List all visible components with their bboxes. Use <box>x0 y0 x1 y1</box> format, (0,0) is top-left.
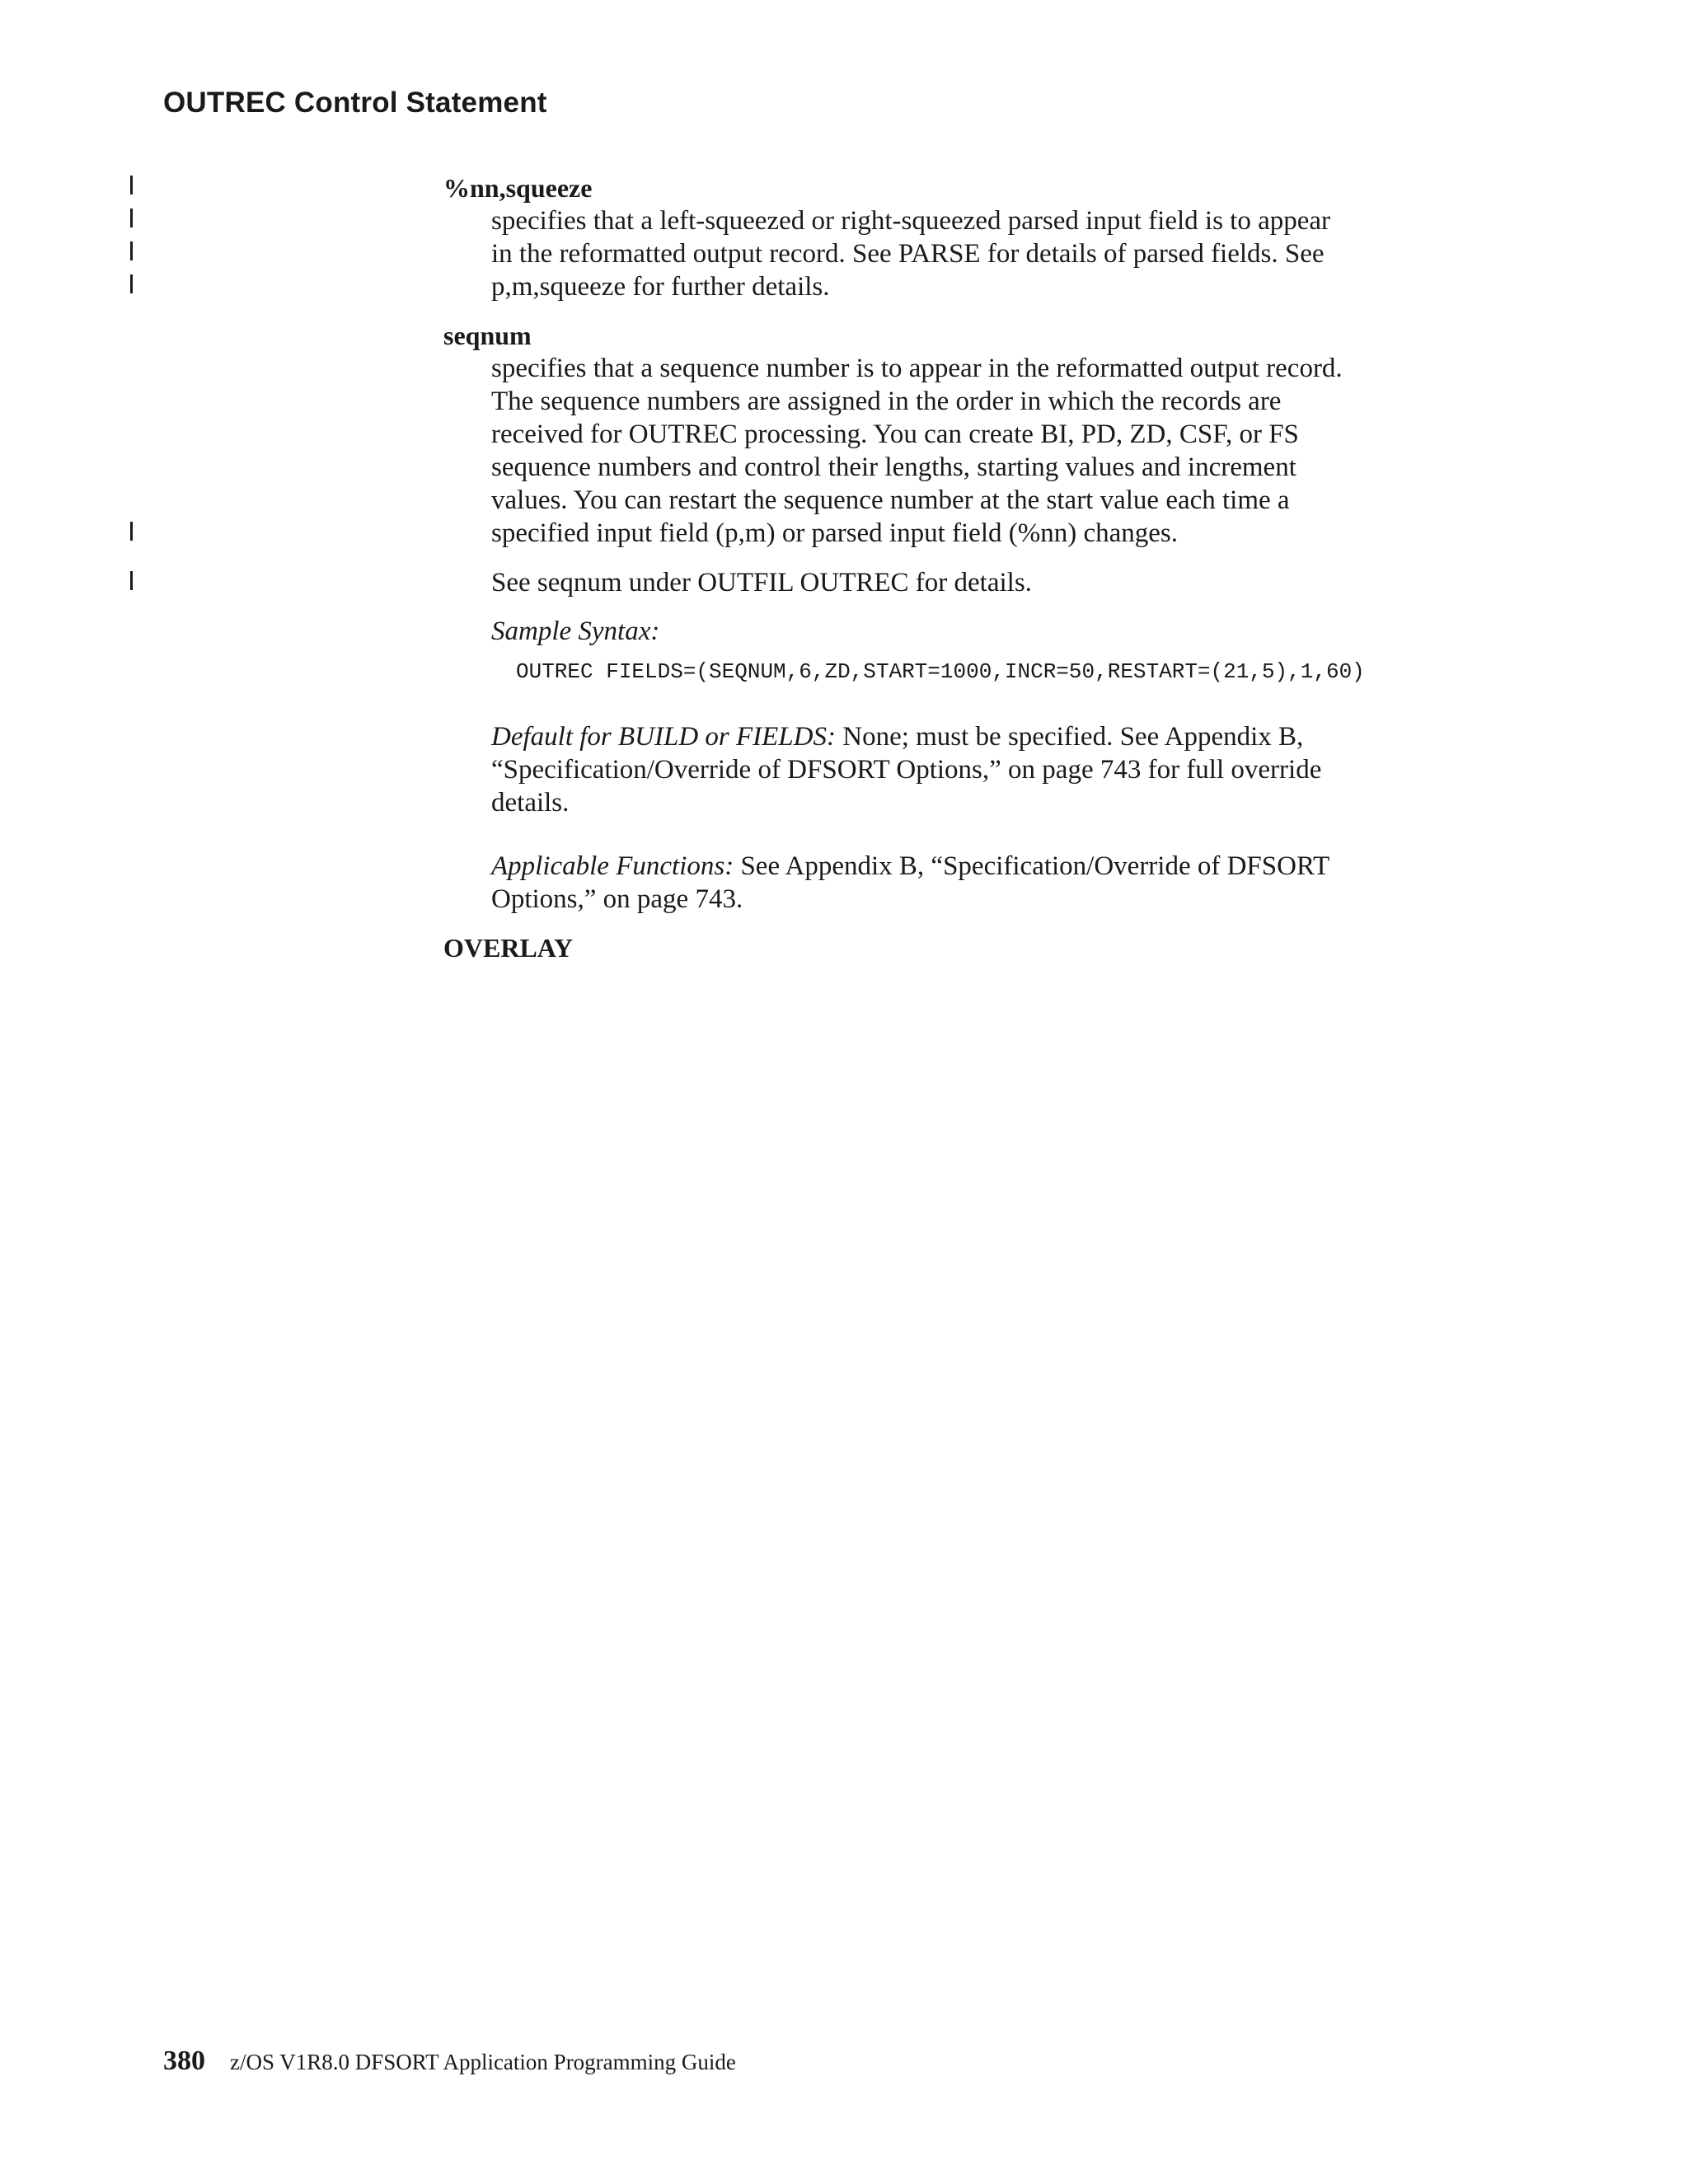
sample-code: OUTREC FIELDS=(SEQNUM,6,ZD,START=1000,INCR=50,RESTART=(21,5),1,60) <box>516 659 1365 684</box>
text-line: None; must be specified. See Appendix B, <box>835 722 1304 752</box>
term-overlay: OVERLAY <box>443 933 574 963</box>
default-label: Default for BUILD or FIELDS: <box>491 722 836 752</box>
text-line: sequence numbers and control their lengths, starting values and increment <box>491 452 1296 482</box>
sample-syntax-label <box>491 615 1489 648</box>
text-line: p,m,squeeze for further details. <box>491 272 830 302</box>
text-line: specified input field (p,m) or parsed input field (%nn) changes. <box>491 518 1178 548</box>
squeeze-description <box>491 204 1489 303</box>
term-nn-squeeze: %nn,squeeze <box>443 173 593 203</box>
text-line: See Appendix B, “Specification/Override of DFSORT <box>734 851 1330 881</box>
text-line: specifies that a sequence number is to appear in the reformatted output record. <box>491 354 1343 383</box>
text-line: details. <box>491 788 570 818</box>
text-line: received for OUTREC processing. You can create BI, PD, ZD, CSF, or FS <box>491 419 1299 449</box>
revision-bar <box>130 241 133 260</box>
revision-bar <box>130 522 133 541</box>
revision-bar <box>130 571 133 590</box>
page-number: 380 <box>163 2046 205 2076</box>
text-line: in the reformatted output record. See PARSE for details of parsed fields. See <box>491 239 1325 269</box>
text-line: values. You can restart the sequence number at the start value each time a <box>491 485 1290 515</box>
text-line: “Specification/Override of DFSORT Options,” on page 743 for full override <box>491 755 1322 785</box>
applicable-paragraph <box>491 850 1489 916</box>
seqnum-description <box>491 352 1489 550</box>
text-line: See seqnum under OUTFIL OUTREC for details. <box>491 568 1032 598</box>
applicable-label: Applicable Functions: <box>491 851 734 881</box>
revision-bar <box>130 209 133 227</box>
text-line: The sequence numbers are assigned in the order in which the records are <box>491 387 1282 416</box>
text-line: specifies that a left-squeezed or right-squeezed parsed input field is to appear <box>491 206 1331 236</box>
revision-bar <box>130 176 133 194</box>
text-line: Options,” on page 743. <box>491 884 743 914</box>
revision-bar <box>130 274 133 293</box>
sample-label: Sample Syntax: <box>491 616 660 646</box>
page-footer <box>163 2046 736 2077</box>
running-header: OUTREC Control Statement <box>163 87 547 119</box>
seqnum-see-also <box>491 566 1489 599</box>
term-seqnum: seqnum <box>443 321 532 350</box>
default-paragraph <box>491 720 1489 819</box>
book-title: z/OS V1R8.0 DFSORT Application Programming Guide <box>230 2050 736 2074</box>
